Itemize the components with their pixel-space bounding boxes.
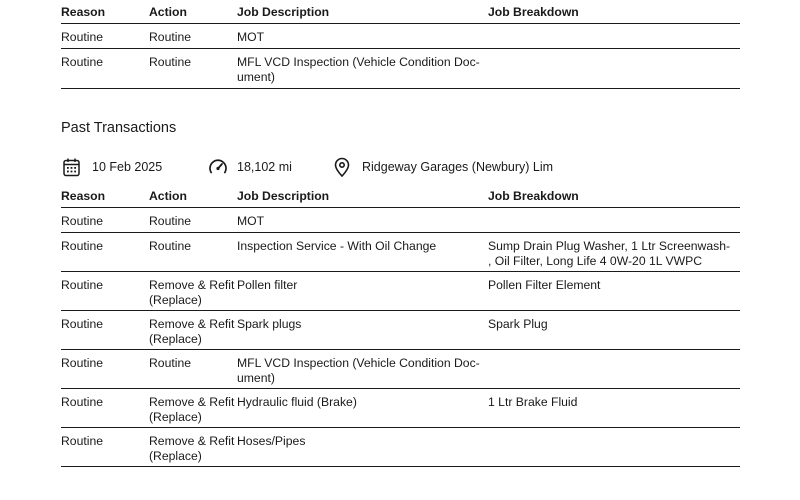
cell-job-description: Pollen filter bbox=[237, 278, 298, 292]
header-reason: Reason bbox=[61, 189, 106, 203]
table-header bbox=[61, 184, 740, 208]
cell-job-breakdown: 1 Ltr Brake Fluid bbox=[488, 395, 578, 409]
cell-reason: Routine bbox=[61, 239, 104, 253]
cell-reason: Routine bbox=[61, 356, 104, 370]
transaction-meta bbox=[61, 155, 740, 179]
cell-action: Routine bbox=[149, 239, 192, 253]
cell-action: Remove & Refit (Replace) bbox=[149, 395, 235, 424]
cell-job-description: Hoses/Pipes bbox=[237, 434, 306, 448]
past-transactions-table bbox=[61, 184, 740, 467]
cell-job-breakdown: Sump Drain Plug Washer, 1 Ltr Screenwash- , Oil Filter, Long Life 4 0W-20 1L VWPC bbox=[488, 239, 731, 268]
cell-reason: Routine bbox=[61, 317, 104, 331]
header-job-breakdown: Job Breakdown bbox=[488, 189, 579, 203]
table-row bbox=[61, 49, 740, 89]
cell-job-description: Hydraulic fluid (Brake) bbox=[237, 395, 357, 409]
cell-job-breakdown bbox=[488, 55, 740, 88]
cell-action: Remove & Refit (Replace) bbox=[149, 278, 235, 307]
header-action: Action bbox=[149, 189, 187, 203]
speedometer-icon bbox=[207, 156, 229, 178]
cell-job-description: MOT bbox=[237, 214, 265, 228]
table-row bbox=[61, 208, 740, 233]
cell-reason: Routine bbox=[61, 278, 104, 292]
cell-reason: Routine bbox=[61, 30, 104, 44]
transaction-mileage-text: 18,102 mi bbox=[237, 160, 292, 174]
cell-action: Routine bbox=[149, 214, 192, 228]
cell-reason: Routine bbox=[61, 214, 104, 228]
cell-job-description: Inspection Service - With Oil Change bbox=[237, 239, 437, 253]
transaction-date bbox=[61, 155, 162, 179]
table-row bbox=[61, 350, 740, 389]
table-row bbox=[61, 272, 740, 311]
transaction-garage-text: Ridgeway Garages (Newbury) Lim bbox=[362, 160, 554, 174]
upcoming-jobs-table bbox=[61, 0, 740, 89]
cell-job-description: MOT bbox=[237, 30, 265, 44]
cell-job-breakdown bbox=[488, 356, 740, 388]
calendar-icon bbox=[61, 156, 83, 178]
table-row bbox=[61, 389, 740, 428]
header-reason: Reason bbox=[61, 5, 106, 19]
transaction-date-text: 10 Feb 2025 bbox=[92, 160, 163, 174]
cell-job-breakdown bbox=[488, 214, 740, 232]
past-transactions-title: Past Transactions bbox=[61, 120, 177, 136]
header-job-breakdown: Job Breakdown bbox=[488, 5, 579, 19]
cell-reason: Routine bbox=[61, 55, 104, 69]
cell-action: Routine bbox=[149, 30, 192, 44]
table-row bbox=[61, 233, 740, 272]
cell-job-breakdown: Pollen Filter Element bbox=[488, 278, 601, 292]
cell-action: Routine bbox=[149, 55, 192, 69]
cell-job-breakdown bbox=[488, 30, 740, 48]
table-row bbox=[61, 24, 740, 49]
cell-action: Routine bbox=[149, 356, 192, 370]
transaction-garage bbox=[331, 155, 553, 179]
cell-reason: Routine bbox=[61, 395, 104, 409]
location-pin-icon bbox=[331, 156, 353, 178]
cell-job-description: MFL VCD Inspection (Vehicle Condition Doc- ument) bbox=[237, 55, 480, 84]
transaction-mileage bbox=[207, 155, 292, 179]
header-job-description: Job Description bbox=[237, 189, 330, 203]
cell-job-description: MFL VCD Inspection (Vehicle Condition Doc- ument) bbox=[237, 356, 480, 385]
cell-job-breakdown bbox=[488, 434, 740, 466]
cell-job-breakdown: Spark Plug bbox=[488, 317, 548, 331]
header-job-description: Job Description bbox=[237, 5, 330, 19]
cell-action: Remove & Refit (Replace) bbox=[149, 317, 235, 346]
header-action: Action bbox=[149, 5, 187, 19]
cell-reason: Routine bbox=[61, 434, 104, 448]
table-row bbox=[61, 428, 740, 467]
cell-action: Remove & Refit (Replace) bbox=[149, 434, 235, 463]
table-row bbox=[61, 311, 740, 350]
table-header bbox=[61, 0, 740, 24]
cell-job-description: Spark plugs bbox=[237, 317, 302, 331]
